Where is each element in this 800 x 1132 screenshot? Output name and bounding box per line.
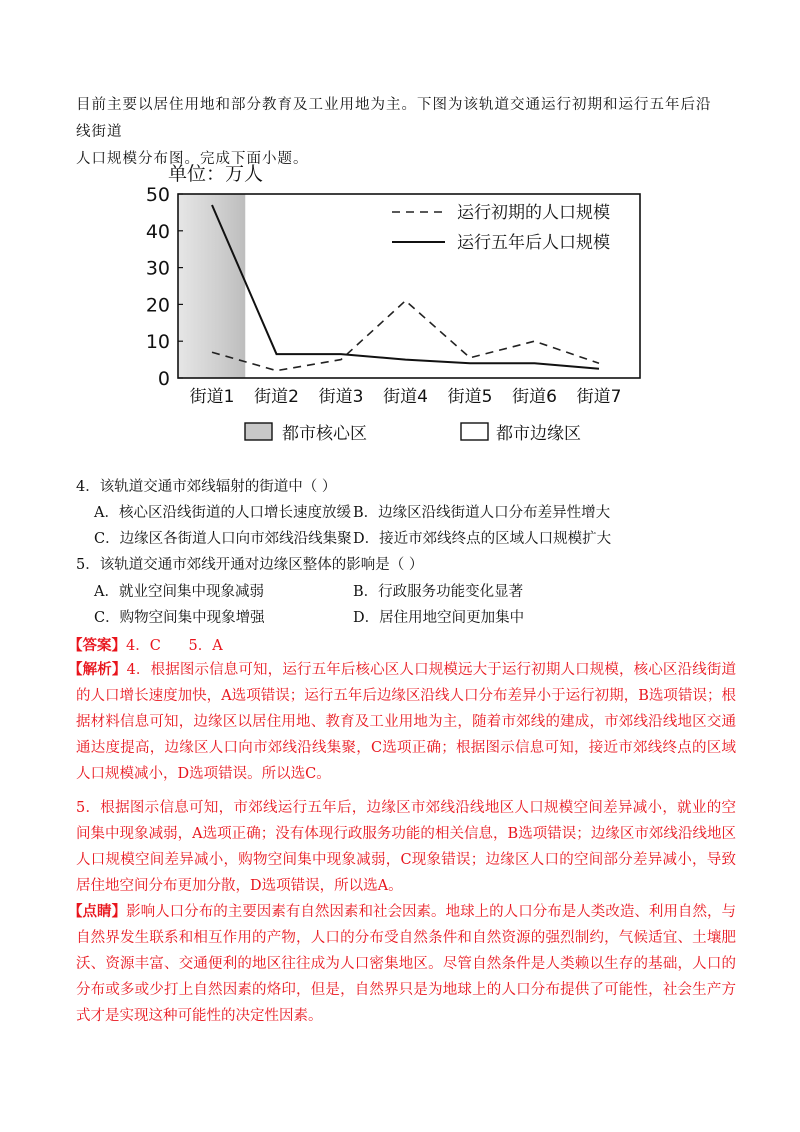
analysis-text-4: 4．根据图示信息可知，运行五年后核心区人口规模远大于运行初期人口规模，核心区沿线街道的人口增长速度加快，A选项错误；运行五年后边缘区沿线人口分布差异小于运行初期，B选项错误；根据材料信息可知，边缘区以居住用地、教育及工业用地为主，随着市郊线的建成，市郊线沿线地区交通通达度提高，边缘区人口向市郊线沿线集聚，C选项正确；根据图示信息可知，接近市郊线终点的区域人口规模减小，D选项错误。所以选C。 [76,662,736,782]
q5-option-a: A．就业空间集中现象减弱 [94,584,264,600]
y-tick-label: 20 [145,294,170,317]
intro-line-1: 目前主要以居住用地和部分教育及工业用地为主。下图为该轨道交通运行初期和运行五年后沿线街道 [76,97,712,140]
question-5-stem: 5．该轨道交通市郊线开通对边缘区整体的影响是（ ） [76,557,424,573]
legend-edge-label: 都市边缘区 [496,424,581,444]
intro-line-2: 人口规模分布图。完成下面小题。 [76,151,309,167]
x-tick-label: 街道7 [576,387,622,407]
q5-option-c: C．购物空间集中现象增强 [94,610,265,626]
y-tick-label: 0 [157,368,170,390]
x-tick-label: 街道1 [189,387,235,407]
x-tick-label: 街道3 [318,387,364,407]
core-zone-shading [178,194,245,378]
q4-option-d: D．接近市郊线终点的区域人口规模扩大 [353,531,612,547]
x-tick-label: 街道2 [254,387,299,407]
legend-edge-swatch [461,423,488,440]
y-tick-label: 50 [145,184,170,206]
q4-option-a: A．核心区沿线街道的人口增长速度放缓 [94,505,351,521]
legend-core-label: 都市核心区 [282,424,367,444]
chart-unit-label: 单位：万人 [168,163,264,185]
q5-option-d: D．居住用地空间更加集中 [353,610,525,626]
q4-option-b: B．边缘区沿线街道人口分布差异性增大 [353,505,611,521]
tip-text: 影响人口分布的主要因素有自然因素和社会因素。地球上的人口分布是人类改造、利用自然，与自然界发生联系和相互作用的产物，人口的分布受自然条件和自然资源的强烈制约，气候适宜、土壤肥沃、资源丰富、交通便利的地区往往成为人口密集地区。尽管自然条件是人类赖以生存的基础，人口的分布或多或少打上自然因素的烙印，但是，自然界只是为地球上的人口分布提供了可能性，社会生产方式才是实现这种可能性的决定性因素。 [76,904,737,1024]
answer-text: 4．C 5．A [126,638,223,654]
answer-line [68,636,223,656]
analysis-paragraph-5: 5．根据图示信息可知，市郊线运行五年后，边缘区市郊线沿线地区人口规模空间差异减小，就业的空间集中现象减弱，A选项正确；没有体现行政服务功能的相关信息，B选项错误；边缘区市郊线沿线地区人口规模空间差异减小，购物空间集中现象减弱，C现象错误；边缘区人口的空间部分差异减小，导致居住地空间分布更加分散，D选项错误，所以选A。 [76,800,736,894]
question-4-stem: 4．该轨道交通市郊线辐射的街道中（ ） [76,479,337,495]
x-tick-label: 街道4 [383,387,428,407]
q5-option-b: B．行政服务功能变化显著 [353,584,524,600]
population-chart [140,158,660,450]
analysis-paragraph-4 [68,657,736,787]
legend-five-year-label: 运行五年后人口规模 [457,233,610,253]
analysis-tag: 【解析】 [68,661,127,678]
y-tick-label: 40 [145,220,170,243]
tip-tag: 【点睛】 [68,903,127,920]
y-tick-label: 10 [145,331,170,354]
q4-option-c: C．边缘区各街道人口向市郊线沿线集聚 [94,531,352,547]
legend-initial-label: 运行初期的人口规模 [457,203,610,223]
legend-core-swatch [245,423,272,440]
y-tick-label: 30 [145,257,170,280]
answer-tag: 【答案】 [68,637,126,654]
x-tick-label: 街道6 [512,387,557,407]
tip-paragraph [68,899,737,1029]
x-tick-label: 街道5 [447,387,493,407]
